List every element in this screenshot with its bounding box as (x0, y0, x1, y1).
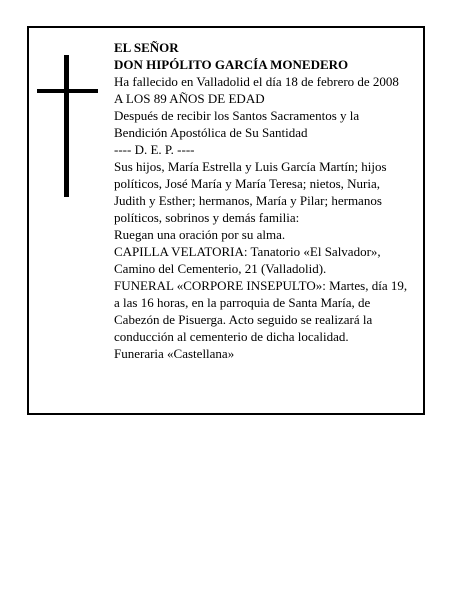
deceased-name: DON HIPÓLITO GARCÍA MONEDERO (114, 57, 349, 72)
sacraments-line-2: Bendición Apostólica de Su Santidad (114, 125, 308, 140)
cross-horizontal-bar (37, 89, 98, 93)
funeral-line-4: conducción al cementerio de dicha localidad. (114, 329, 349, 344)
funeral-line-2: a las 16 horas, en la parroquia de Santa María, de (114, 295, 371, 310)
sacraments-line-1: Después de recibir los Santos Sacramentos y la (114, 108, 360, 123)
cross-vertical-bar (64, 55, 69, 197)
family-line-1: Sus hijos, María Estrella y Luis García Martín; hijos (114, 159, 387, 174)
chapel-line-1: CAPILLA VELATORIA: Tanatorio «El Salvador», (114, 244, 381, 259)
rip-line: ---- D. E. P. ---- (114, 142, 195, 157)
funeral-home-line: Funeraria «Castellana» (114, 346, 235, 361)
family-line-3: Judith y Esther; hermanos, María y Pilar; hermanos (114, 193, 382, 208)
funeral-line-3: Cabezón de Pisuerga. Acto seguido se realizará la (114, 312, 373, 327)
obituary-text (114, 39, 419, 362)
age-line: A LOS 89 AÑOS DE EDAD (114, 91, 265, 106)
prayer-request-line: Ruegan una oración por su alma. (114, 227, 286, 242)
family-line-2: políticos, José María y María Teresa; nietos, Nuria, (114, 176, 381, 191)
family-line-4: políticos, sobrinos y demás familia: (114, 210, 300, 225)
funeral-line-1: FUNERAL «CORPORE INSEPULTO»: Martes, día 19, (114, 278, 408, 293)
notice-title: EL SEÑOR (114, 40, 179, 55)
chapel-line-2: Camino del Cementerio, 21 (Valladolid). (114, 261, 327, 276)
latin-cross-icon (37, 55, 98, 197)
death-date-line: Ha fallecido en Valladolid el día 18 de febrero de 2008 (114, 74, 399, 89)
